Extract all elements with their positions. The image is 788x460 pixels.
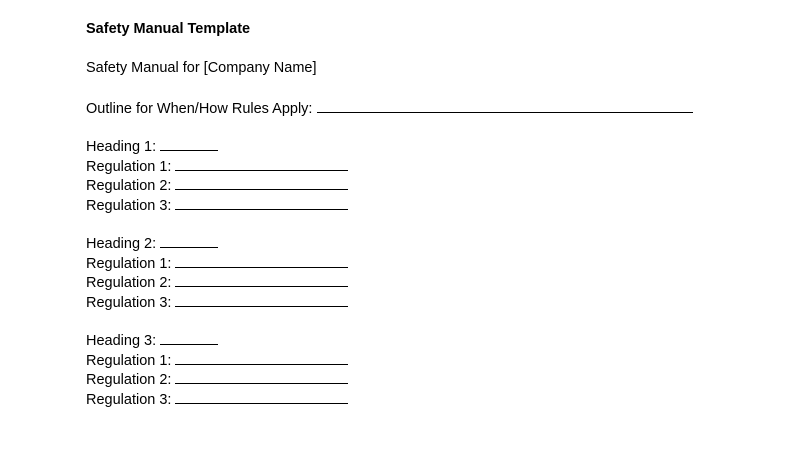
- regulation-label: Regulation 2:: [86, 178, 172, 194]
- regulation-label: Regulation 3:: [86, 295, 172, 311]
- outline-label: Outline for When/How Rules Apply:: [86, 101, 313, 117]
- regulation-label: Regulation 2:: [86, 372, 172, 388]
- regulation-label: Regulation 3:: [86, 392, 172, 408]
- outline-blank: [317, 98, 693, 113]
- section-3-regulation-1: [86, 350, 348, 370]
- section-2-regulation-2: [86, 272, 348, 292]
- section-1-heading: [86, 136, 218, 156]
- section-3-regulation-2: [86, 369, 348, 389]
- regulation-blank: [175, 175, 348, 190]
- section-3-regulation-3: [86, 389, 348, 409]
- regulation-label: Regulation 3:: [86, 198, 172, 214]
- section-1-regulation-1: [86, 156, 348, 176]
- heading-label: Heading 1:: [86, 139, 157, 155]
- heading-blank: [160, 136, 218, 151]
- regulation-blank: [175, 253, 348, 268]
- regulation-label: Regulation 1:: [86, 353, 172, 369]
- regulation-blank: [175, 156, 348, 171]
- section-3-heading: [86, 330, 218, 350]
- regulation-label: Regulation 1:: [86, 159, 172, 175]
- regulation-blank: [175, 350, 348, 365]
- heading-label: Heading 2:: [86, 236, 157, 252]
- section-1-regulation-3: [86, 195, 348, 215]
- regulation-blank: [175, 292, 348, 307]
- company-line: Safety Manual for [Company Name]: [86, 60, 317, 76]
- section-1-regulation-2: [86, 175, 348, 195]
- section-2-regulation-1: [86, 253, 348, 273]
- regulation-label: Regulation 2:: [86, 275, 172, 291]
- regulation-label: Regulation 1:: [86, 256, 172, 272]
- heading-blank: [160, 233, 218, 248]
- outline-line: [86, 98, 693, 118]
- heading-blank: [160, 330, 218, 345]
- regulation-blank: [175, 389, 348, 404]
- document-title: Safety Manual Template: [86, 21, 251, 37]
- heading-label: Heading 3:: [86, 333, 157, 349]
- section-2-heading: [86, 233, 218, 253]
- regulation-blank: [175, 369, 348, 384]
- section-2-regulation-3: [86, 292, 348, 312]
- regulation-blank: [175, 195, 348, 210]
- regulation-blank: [175, 272, 348, 287]
